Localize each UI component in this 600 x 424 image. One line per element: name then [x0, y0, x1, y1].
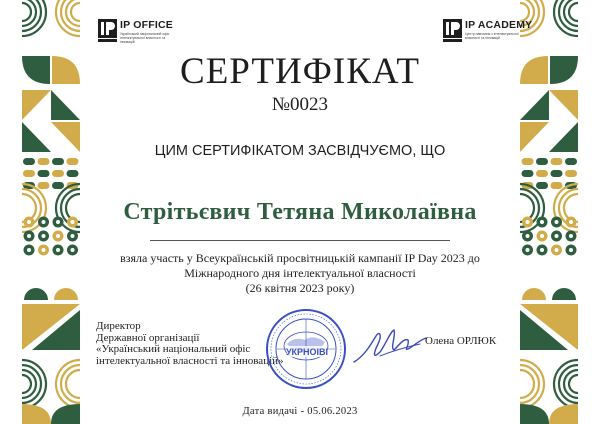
name-underline — [150, 240, 450, 241]
stamp-center-text: УКРНОІВІ — [285, 347, 329, 357]
certificate-number: №0023 — [271, 94, 329, 115]
director-line-2: Державної організації — [96, 331, 200, 344]
director-line-3: «Український національний офіс — [96, 343, 251, 355]
recipient-name: Стрітьєвич Тетяна Миколаївна — [123, 199, 477, 225]
certificate-title: СЕРТИФІКАТ — [180, 51, 420, 92]
participation-line-2: Міжнародного дня інтелектуальної власності — [184, 266, 416, 280]
director-line-4: інтелектуальної власності та інновацій» — [96, 354, 284, 367]
ip-office-logo-title: IP OFFICE — [120, 19, 173, 31]
ip-academy-logo-title: IP ACADEMY — [465, 19, 533, 31]
participation-text — [120, 251, 480, 296]
signer-name: Олена ОРЛЮК — [425, 335, 497, 347]
participation-line-1: взяла участь у Всеукраїнській просвітницькій кампанії IP Day 2023 до — [120, 251, 480, 265]
ip-office-logo-subtitle: Український національний офіс інтелектуальної власності та інновацій — [120, 32, 170, 44]
ip-academy-logo-icon — [443, 19, 462, 42]
participation-line-3: (26 квітня 2023 року) — [245, 281, 355, 295]
ip-office-logo — [98, 19, 180, 44]
handwritten-signature — [350, 322, 430, 370]
certify-line: ЦИМ СЕРТИФІКАТОМ ЗАСВІДЧУЄМО, ЩО — [154, 143, 446, 159]
ip-academy-logo-subtitle: Центр навчання з інтелектуальної власності та інновацій — [465, 32, 519, 40]
ip-office-logo-icon — [98, 19, 117, 42]
ip-academy-logo — [443, 19, 532, 42]
official-stamp — [265, 308, 347, 390]
issue-date: Дата видачі - 05.06.2023 — [242, 406, 358, 417]
director-line-1: Директор — [96, 320, 141, 332]
